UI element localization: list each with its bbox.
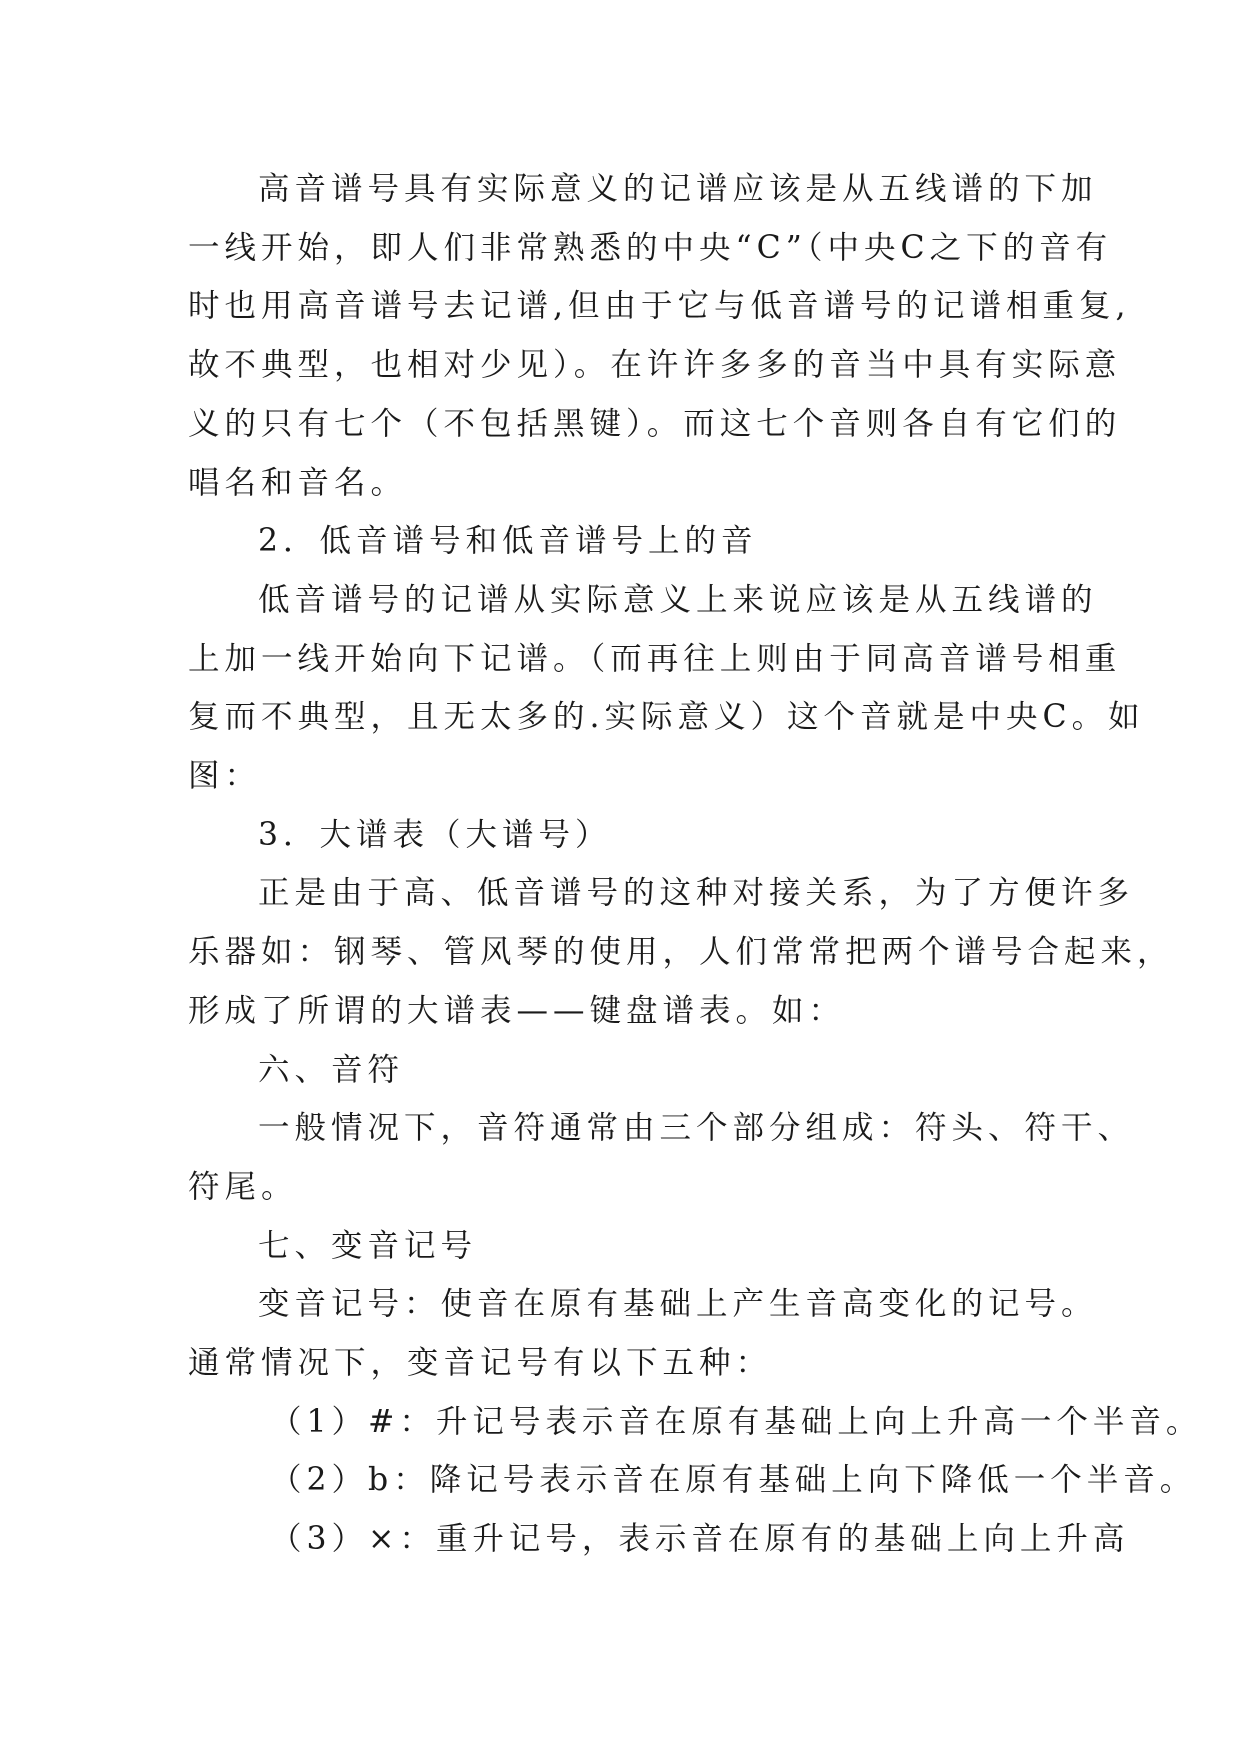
paragraph-line: 上加一线开始向下记谱。（而再往上则由于同高音谱号相重 (188, 640, 1122, 677)
paragraph-line: 一线开始，即人们非常熟悉的中央“C”（中央C之下的音有 (188, 229, 1113, 266)
document-body (188, 160, 1203, 1569)
list-item: （3）×：重升记号，表示音在原有的基础上向上升高 (270, 1521, 1130, 1558)
section-heading: 六、音符 (258, 1051, 405, 1088)
paragraph-line: 形成了所谓的大谱表——键盘谱表。如： (188, 992, 846, 1029)
section-heading: 3．大谱表（大谱号） (258, 816, 612, 853)
paragraph-line: 高音谱号具有实际意义的记谱应该是从五线谱的下加 (258, 171, 1098, 207)
paragraph-line: 图： (188, 758, 262, 795)
paragraph-line: 低音谱号的记谱从实际意义上来说应该是从五线谱的 (258, 581, 1098, 618)
paragraph-line: 通常情况下，变音记号有以下五种： (188, 1345, 773, 1382)
paragraph-line: 义的只有七个（不包括黑键）。而这七个音则各自有它们的 (188, 405, 1122, 442)
list-item: （1）#：升记号表示音在原有基础上向上升高一个半音。 (270, 1403, 1203, 1440)
paragraph-line: 变音记号：使音在原有基础上产生音高变化的记号。 (258, 1286, 1098, 1323)
paragraph-line: 乐器如：钢琴、管风琴的使用，人们常常把两个谱号合起来， (188, 934, 1174, 971)
paragraph-line: 符尾。 (188, 1168, 298, 1205)
paragraph-line: 正是由于高、低音谱号的这种对接关系，为了方便许多 (258, 875, 1135, 912)
paragraph-line: 时也用高音谱号去记谱,但由于它与低音谱号的记谱相重复, (188, 288, 1131, 325)
paragraph-line: 一般情况下，音符通常由三个部分组成：符头、符干、 (258, 1110, 1135, 1147)
section-heading: 2．低音谱号和低音谱号上的音 (258, 523, 758, 560)
paragraph-line: 复而不典型，且无太多的.实际意义）这个音就是中央C。如 (188, 699, 1145, 736)
paragraph-line: 故不典型，也相对少见）。在许许多多的音当中具有实际意 (188, 347, 1122, 384)
section-heading: 七、变音记号 (258, 1227, 478, 1264)
list-item: （2）b：降记号表示音在原有基础上向下降低一个半音。 (270, 1462, 1197, 1499)
paragraph-line: 唱名和音名。 (188, 464, 408, 501)
